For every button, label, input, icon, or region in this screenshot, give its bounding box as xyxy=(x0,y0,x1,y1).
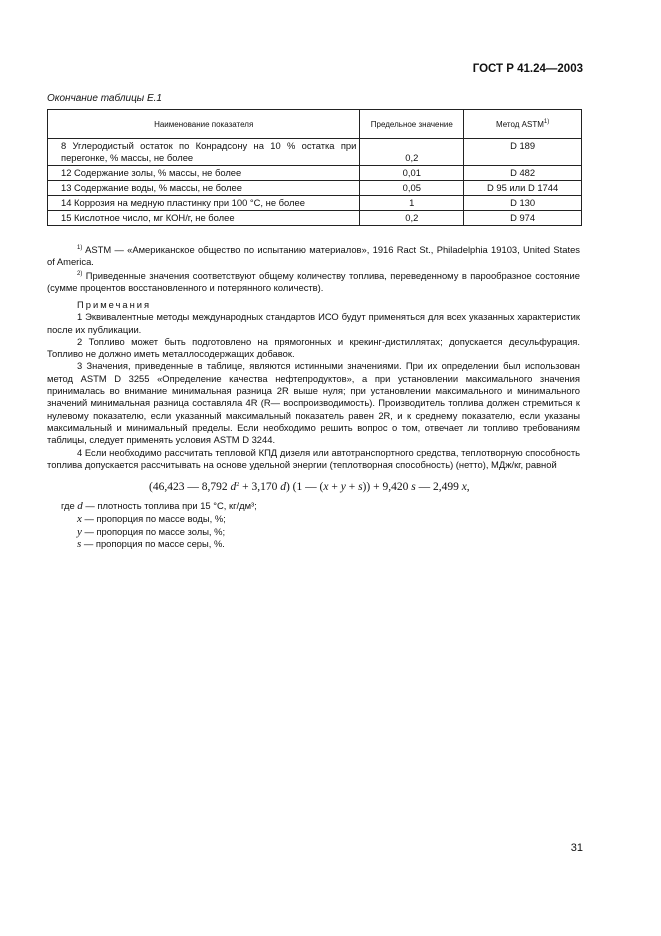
where-lead: где xyxy=(61,500,75,511)
definition-line xyxy=(61,526,257,539)
footnote xyxy=(47,268,580,294)
footnote-mark: 2) xyxy=(77,271,83,277)
net-energy-formula xyxy=(149,481,470,493)
table-row xyxy=(48,181,582,196)
formula-var: d xyxy=(280,481,286,493)
table-header-row xyxy=(48,110,582,139)
column-header-method xyxy=(464,110,582,139)
indicator-name: 13 Содержание воды, % массы, не более xyxy=(48,181,360,196)
formula-var: s xyxy=(358,481,363,493)
document-number: ГОСТ Р 41.24—2003 xyxy=(472,63,583,75)
page-number: 31 xyxy=(570,842,583,854)
limit-value: 0,01 xyxy=(360,166,464,181)
formula-part: , xyxy=(466,481,470,493)
formula-var: y xyxy=(340,481,346,493)
note-item: 2 Топливо может быть подготовлено на прямогонных и крекинг-дистиллятах; допускается десульфурация. Топливо не должно иметь металлосодержащих добавок. xyxy=(47,335,580,360)
footnote-ref: 1) xyxy=(543,119,550,125)
astm-method: D 974 xyxy=(464,211,582,226)
formula-part: — 2,499 xyxy=(415,481,462,493)
limit-value: 0,05 xyxy=(360,181,464,196)
definition-line xyxy=(61,500,257,513)
formula-part: + xyxy=(345,481,359,493)
astm-method: D 95 или D 1744 xyxy=(464,181,582,196)
variable-symbol: d xyxy=(77,500,83,512)
limit-value: 0,2 xyxy=(360,211,464,226)
table-row xyxy=(48,166,582,181)
formula-part: )) + 9,420 xyxy=(362,481,412,493)
limit-value: 0,2 xyxy=(360,139,464,166)
formula-part: + 3,170 xyxy=(239,481,281,493)
definition-line xyxy=(61,513,257,526)
formula-part: ) (1 — ( xyxy=(285,481,324,493)
notes-section xyxy=(47,299,580,471)
variable-symbol: s xyxy=(77,538,82,551)
astm-method: D 130 xyxy=(464,196,582,211)
table-caption: Окончание таблицы Е.1 xyxy=(47,93,162,104)
footnote-text: Приведенные значения соответствуют общему количеству топлива, переведенному в парообразное состояние (сумме процентов восстановленного и потерянного количеств). xyxy=(47,270,580,293)
variable-definitions xyxy=(61,500,257,551)
specification-table xyxy=(47,109,582,226)
variable-symbol: y xyxy=(77,525,82,538)
variable-description: — плотность топлива при 15 °C, кг/дм³; xyxy=(82,500,257,511)
footnote xyxy=(47,242,580,268)
notes-title: Примечания xyxy=(77,299,152,310)
table-row xyxy=(48,139,582,166)
indicator-name: 8 Углеродистый остаток по Конрадсону на 10 % остатка при перегонке, % массы, не более xyxy=(48,139,360,166)
formula-var: s xyxy=(411,481,416,493)
formula-var: x xyxy=(461,481,467,493)
variable-description: — пропорция по массе серы, %. xyxy=(81,538,225,550)
footnote-mark: 1) xyxy=(77,245,83,251)
limit-value: 1 xyxy=(360,196,464,211)
formula-part: (46,423 — 8,792 xyxy=(149,481,231,493)
formula-exponent: 2 xyxy=(236,482,240,488)
indicator-name: 12 Содержание золы, % массы, не более xyxy=(48,166,360,181)
table-row xyxy=(48,211,582,226)
table-row xyxy=(48,196,582,211)
formula-part: + xyxy=(328,481,341,493)
footnote-text: ASTM — «Американское общество по испытанию материалов», 1916 Ract St., Philadelphia 19103, United States of America. xyxy=(47,244,580,267)
footnotes xyxy=(47,242,580,294)
note-item: 1 Эквивалентные методы международных стандартов ИСО будут применяться для всех указанных характеристик после их публикации. xyxy=(47,311,580,335)
definition-line xyxy=(61,538,257,551)
indicator-name: 14 Коррозия на медную пластинку при 100 °C, не более xyxy=(48,196,360,211)
variable-description: — пропорция по массе золы, %; xyxy=(81,525,226,537)
note-item: 4 Если необходимо рассчитать тепловой КПД дизеля или автотранспортного средства, теплотворную способность топлива допускается рассчитывать на основе удельной энергии (теплотворная способность) (нетто), МДж/кг, равной xyxy=(47,446,580,470)
formula-var: x xyxy=(323,481,329,493)
astm-method: D 482 xyxy=(464,166,582,181)
variable-symbol: x xyxy=(77,512,82,525)
indicator-name: 15 Кислотное число, мг КОН/г, не более xyxy=(48,211,360,226)
variable-description: — пропорция по массе воды, %; xyxy=(81,512,226,524)
column-header-name: Наименование показателя xyxy=(48,110,360,139)
column-header-method-label: Метод ASTM xyxy=(495,120,544,129)
column-header-limit: Предельное значение xyxy=(360,110,464,139)
astm-method: D 189 xyxy=(464,139,582,166)
formula-var: d xyxy=(230,481,237,493)
note-item: 3 Значения, приведенные в таблице, являются истинными значениями. При их определении был использован метод ASTM D 3255 «Определение качества нефтепродуктов», а при установлении максимального значения принималась во внимание минимальная разница 2R выше нуля; при установлении максимального и минимального значений минимальная разница составляла 4R (R— воспроизводимость). Производитель топлива должен стремиться к нулевому показателю, если указанный максимальный показатель равен 2R, и к среднему показателю, если указаны максимальный и минимальный пределы. Если необходимо решить вопрос о том, отвечает ли топливо требованиям таблицы, следует применять условия ASTM D 3244. xyxy=(47,360,580,446)
